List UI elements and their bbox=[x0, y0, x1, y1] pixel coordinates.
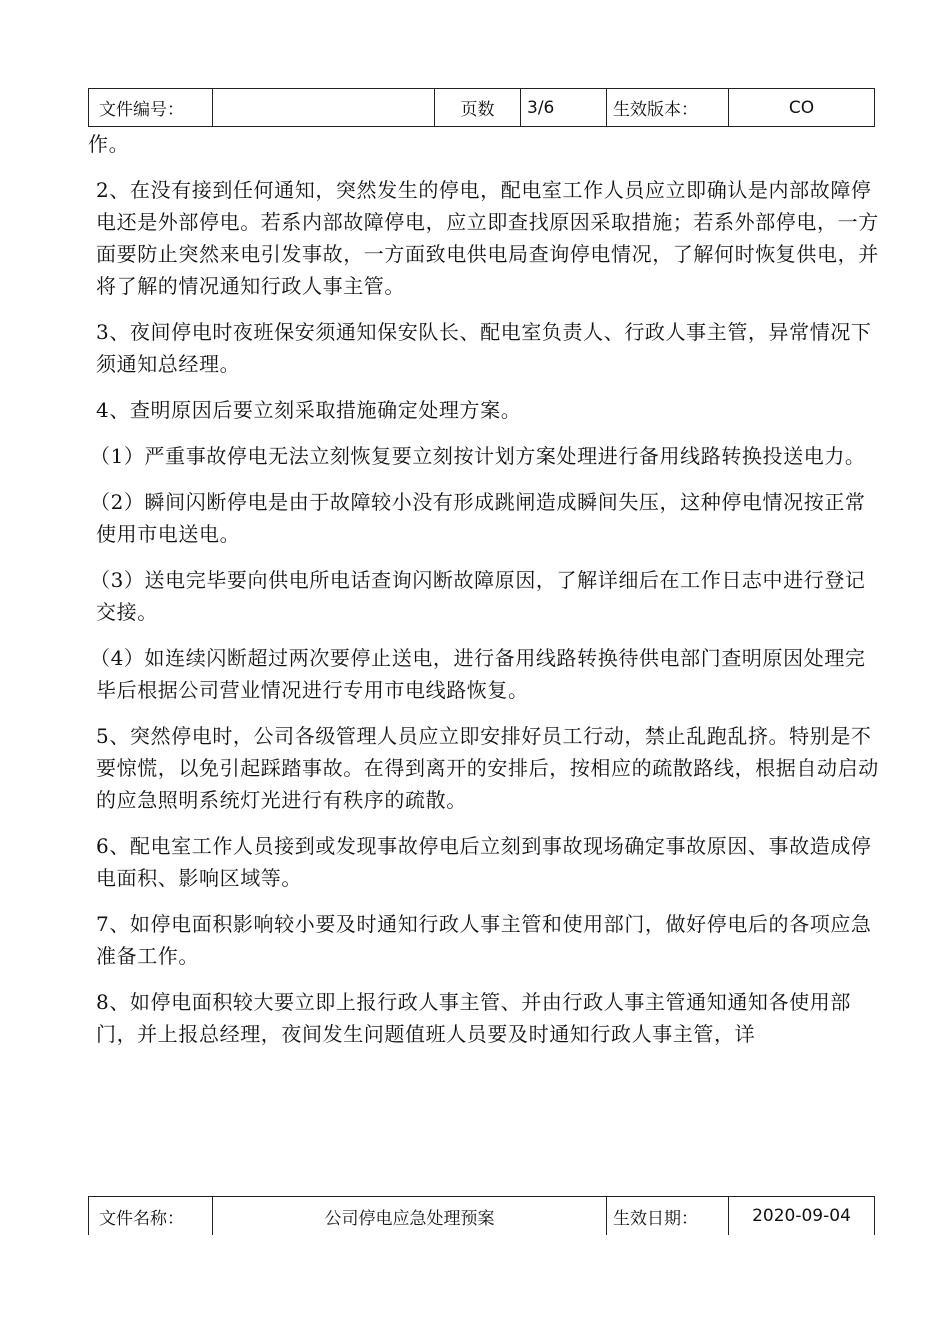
paragraph: 2、在没有接到任何通知，突然发生的停电，配电室工作人员应立即确认是内部故障停电还是外部停电。若系内部故障停电，应立即查找原因采取措施；若系外部停电，一方面要防止突然来电引发事故，一方面致电供电局查询停电情况，了解何时恢复供电，并将了解的情况通知行政人事主管。 bbox=[96, 178, 879, 298]
paragraph: 6、配电室工作人员接到或发现事故停电后立刻到事故现场确定事故原因、事故造成停电面积、影响区域等。 bbox=[96, 834, 872, 890]
file-number-value bbox=[213, 89, 435, 127]
document-body bbox=[88, 128, 880, 1050]
footer-table bbox=[88, 1196, 875, 1235]
effective-date-label: 生效日期： bbox=[607, 1197, 729, 1236]
file-number-label: 文件编号： bbox=[89, 89, 213, 127]
effective-date-value: 2020-09-04 bbox=[729, 1197, 875, 1236]
paragraph: （3）送电完毕要向供电所电话查询闪断故障原因，了解详细后在工作日志中进行登记交接。 bbox=[90, 568, 866, 624]
paragraph: 作。 bbox=[88, 132, 130, 156]
header-table bbox=[88, 88, 875, 127]
file-name-value: 公司停电应急处理预案 bbox=[213, 1197, 607, 1236]
paragraph: 7、如停电面积影响较小要及时通知行政人事主管和使用部门，做好停电后的各项应急准备工作。 bbox=[96, 912, 872, 968]
paragraph: 3、夜间停电时夜班保安须通知保安队长、配电室负责人、行政人事主管，异常情况下须通知总经理。 bbox=[96, 320, 872, 376]
version-value: CO bbox=[729, 89, 875, 127]
paragraph: （4）如连续闪断超过两次要停止送电，进行备用线路转换待供电部门查明原因处理完毕后根据公司营业情况进行专用市电线路恢复。 bbox=[90, 646, 866, 702]
paragraph: 4、查明原因后要立刻采取措施确定处理方案。 bbox=[96, 398, 522, 422]
paragraph: （2）瞬间闪断停电是由于故障较小没有形成跳闸造成瞬间失压，这种停电情况按正常使用市电送电。 bbox=[90, 490, 866, 546]
paragraph: 8、如停电面积较大要立即上报行政人事主管、并由行政人事主管通知通知各使用部门，并上报总经理，夜间发生问题值班人员要及时通知行政人事主管，详 bbox=[96, 990, 851, 1046]
pages-value: 3/6 bbox=[521, 89, 607, 127]
paragraph: 5、突然停电时，公司各级管理人员应立即安排好员工行动，禁止乱跑乱挤。特别是不要惊慌，以免引起踩踏事故。在得到离开的安排后，按相应的疏散路线，根据自动启动的应急照明系统灯光进行有秩序的疏散。 bbox=[96, 724, 879, 812]
version-label: 生效版本： bbox=[607, 89, 729, 127]
pages-label: 页数 bbox=[435, 89, 521, 127]
paragraph: （1）严重事故停电无法立刻恢复要立刻按计划方案处理进行备用线路转换投送电力。 bbox=[90, 444, 866, 468]
file-name-label: 文件名称： bbox=[89, 1197, 213, 1236]
